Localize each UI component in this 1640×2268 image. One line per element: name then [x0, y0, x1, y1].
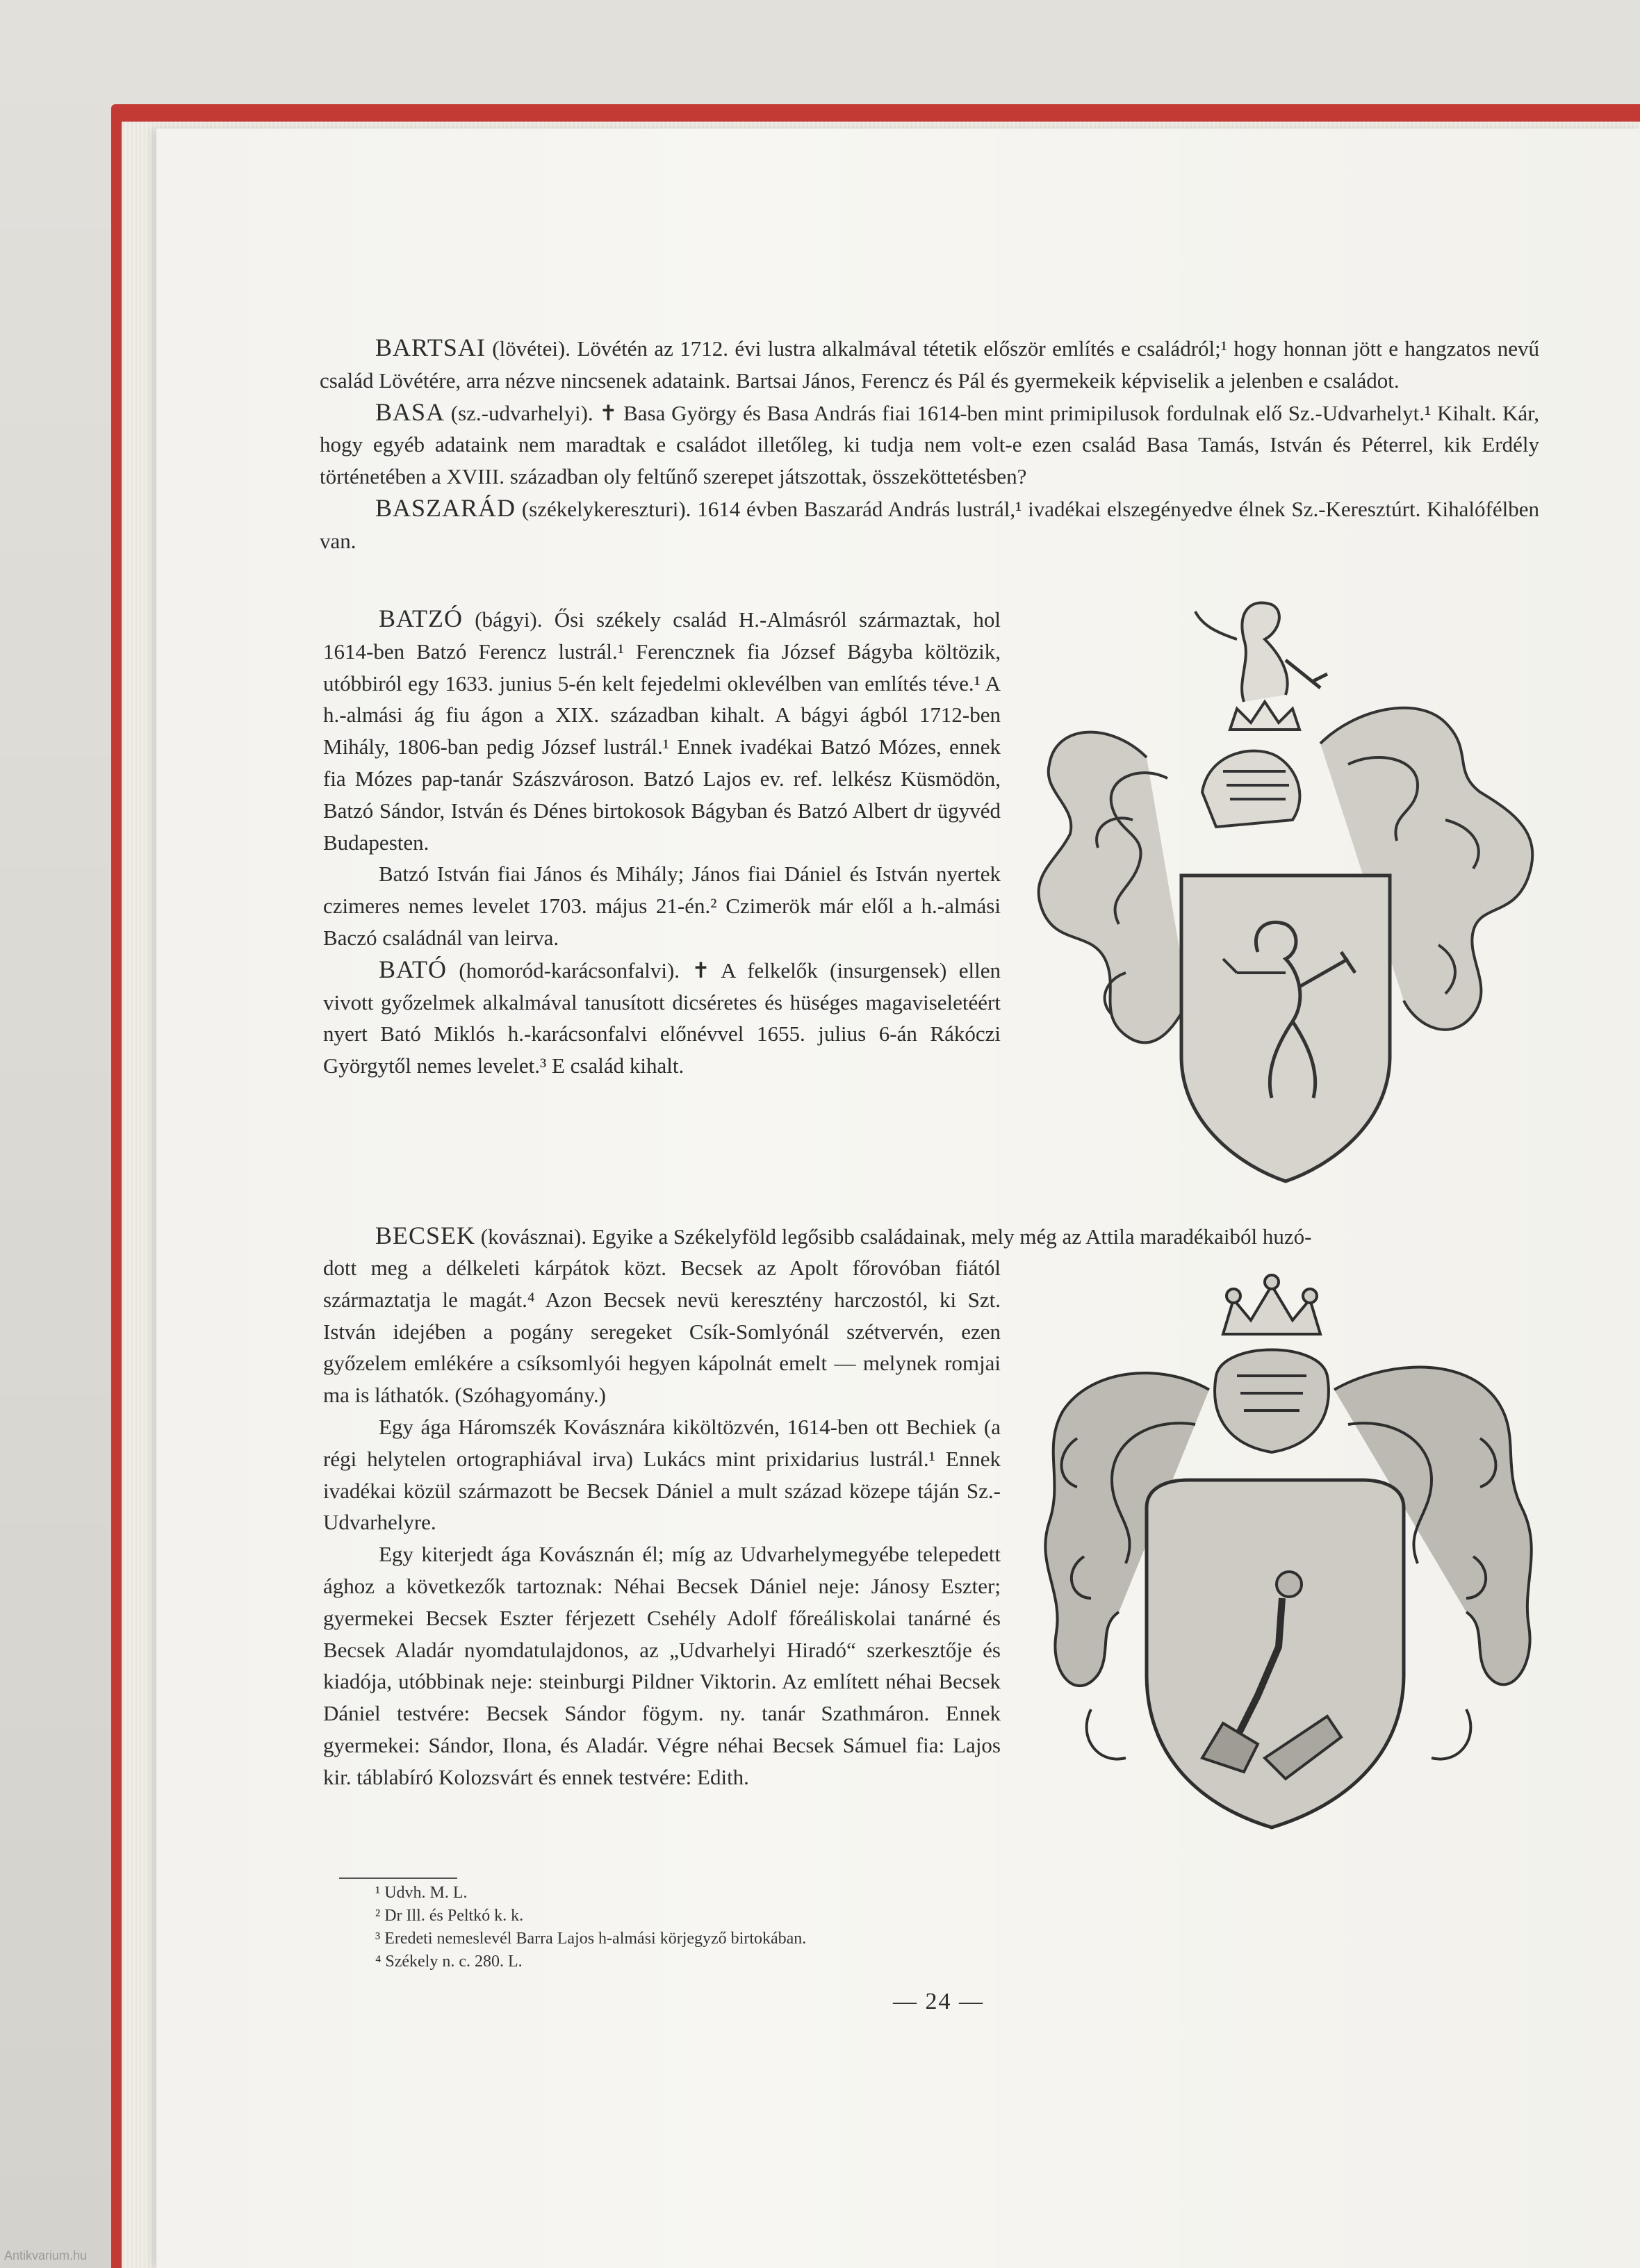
- watermark: Antikvarium.hu: [4, 2249, 88, 2262]
- footnote-item: ² Dr Ill. és Peltkó k. k.: [375, 1907, 524, 1925]
- page-number: — 24 —: [893, 1989, 984, 2014]
- entry-name: BARTSAI: [375, 334, 486, 361]
- entry-text: (homoród-karácsonfalvi). ✝ A felkelők (insurgensek) ellen vivott győzelmek alkalmával tanusított dicséretes és hüséges magaviseletéért nyert Bató Miklós h.-karácsonfalvi előnévvel 1655. julius 6-án Rákóczi Györgytől nemes levelet.³ E család kihalt.: [323, 958, 1001, 1078]
- entry-becsek-para3: Egy kiterjedt ága Kovásznán él; míg az Udvarhelymegyébe telepedett ághoz a következők tartoznak: Néhai Becsek Dániel neje: Jánosy Eszter; gyermekei Becsek Eszter férjezett Csehély Adolf főreáliskolai tanárné és Becsek Aladár nyomdatulajdonos, az „Udvarhelyi Hiradó“ szerkesztője és kiadója, utóbbinak neje: steinburgi Pildner Viktorin. Az említett néhai Becsek Dániel testvére: Becsek Sándor fögym. ny. tanár Szathmáron. Ennek gyermekei: Sándor, Ilona, és Aladár. Végre néhai Becsek Sámuel fia: Lajos kir. táblabíró Kolozsvárt és ennek testvére: Edith.: [323, 1542, 1001, 1789]
- entry-name: BASZARÁD: [375, 493, 516, 522]
- footnote-item: ³ Eredeti nemeslevél Barra Lajos h-almási körjegyző birtokában.: [375, 1930, 807, 1948]
- footnote-item: ¹ Udvh. M. L.: [375, 1884, 468, 1902]
- footnotes: [375, 1882, 1070, 1973]
- footnote-item: ⁴ Székely n. c. 280. L.: [375, 1953, 523, 1971]
- entry-batzo: [323, 603, 1001, 858]
- entry-batzo-para2: Batzó István fiai János és Mihály; János fiai Dániel és István nyertek czimeres nemes levelet 1703. május 21-én.² Czimerök már elől a h.-almási Baczó családnál van leirva.: [323, 862, 1001, 950]
- entry-text: (székelykereszturi). 1614 évben Baszarád András lustrál,¹ ivadékai elszegényedve élnek Sz.-Keresztúrt. Kihalófélben van.: [320, 496, 1539, 553]
- entries-middle-block: [323, 603, 1001, 1082]
- entry-name: BATÓ: [379, 955, 448, 983]
- entry-bartsai: [320, 332, 1539, 397]
- entry-name: BASA: [375, 397, 445, 426]
- entry-text: (lövétei). Lövétén az 1712. évi lustra alkalmával tétetik először említés e családról;¹ hogy honnan jött e hangzatos nevű család Lövétére, arra nézve nincsenek adataink. Bartsai János, Ferencz és Pál és gyermekeik képviselik a jelenben e családot.: [320, 336, 1539, 393]
- entry-name: BATZÓ: [379, 605, 463, 632]
- entry-baszarad: [320, 493, 1539, 557]
- entry-text: (sz.-udvarhelyi). ✝ Basa György és Basa András fiai 1614-ben mint primipilusok fordulnak elő Sz.-Udvarhelyt.¹ Kihalt. Kár, hogy egyéb adataink nem maradtak e családot illetőleg, ki tudja nem volt-e ezen család Basa Tamás, István és Péterrel, kik Erdély történetében a XVIII. században oly feltűnő szerepet játszottak, összeköttetésben?: [320, 400, 1539, 489]
- entry-text: (kovásznai). Egyike a Székelyföld legősibb családainak, mely még az Attila maradékaiból huzó-: [475, 1224, 1312, 1249]
- becsek-coat-of-arms-illustration: [1035, 1258, 1550, 1855]
- footnote-separator: [339, 1877, 457, 1879]
- entry-name: BECSEK: [375, 1222, 476, 1249]
- entry-becsek-first-line: [320, 1220, 1539, 1253]
- batzo-coat-of-arms-illustration: [1028, 584, 1543, 1195]
- entry-bato: [323, 954, 1001, 1082]
- entry-becsek-block: [323, 1252, 1001, 1793]
- entries-top-block: [320, 332, 1539, 557]
- entry-basa: [320, 397, 1539, 493]
- entry-becsek-para2: Egy ága Háromszék Kovásznára kiköltözvén, 1614-ben ott Bechiek (a régi helytelen ortographiával irva) Lukács mint prixidarius lustrál.¹ Ennek ivadékai közül származott be Becsek Dániel a mult század közepe táján Sz.-Udvarhelyre.: [323, 1414, 1001, 1535]
- entry-becsek-text: dott meg a délkeleti kárpátok közt. Becsek az Apolt főrovóban fiától származtatja le magát.⁴ Azon Becsek nevü keresztény harczostól, ki Szt. István idejében a pogány seregeket Csík-Somlyónál szétvervén, ezen győzelem emlékére a csíksomlyói hegyen kápolnát emelt — melynek romjai ma is láthatók. (Szóhagyomány.): [323, 1256, 1001, 1408]
- entry-text: (bágyi). Ősi székely család H.-Almásról származtak, hol 1614-ben Batzó Ferencz lustrál.¹ Ferencznek fia József Bágyba költözik, utóbbiról egy 1633. junius 5-én kelt fejedelmi oklevélben van említés téve.¹ A h.-almási ág fiu ágon a XIX. században kihalt. A bágyi ágból 1712-ben Mihály, 1806-ban pedig József lustrál.¹ Ennek ivadékai Batzó Mózes, ennek fia Mózes pap-tanár Szászvároson. Batzó Lajos ev. ref. lelkész Küsmödön, Batzó Sándor, István és Dénes birtokosok Bágyban és Batzó Albert dr ügyvéd Budapesten.: [323, 607, 1001, 855]
